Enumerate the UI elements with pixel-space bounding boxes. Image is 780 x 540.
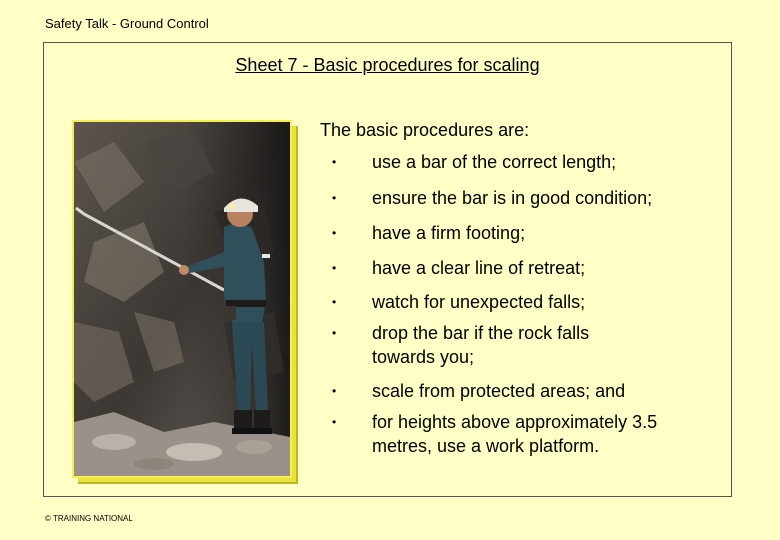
- list-item: [332, 290, 722, 314]
- bullet-icon: •: [332, 295, 337, 309]
- procedure-text: drop the bar if the rock falls: [372, 323, 590, 343]
- procedure-text: have a clear line of retreat;: [372, 258, 586, 278]
- procedure-text: use a bar of the correct length;: [372, 152, 617, 172]
- procedure-text-continued: metres, use a work platform.: [372, 436, 600, 456]
- procedure-text-continued: towards you;: [372, 347, 475, 367]
- copyright-notice: © TRAINING NATIONAL: [45, 514, 133, 523]
- sheet-title: Sheet 7 - Basic procedures for scaling: [235, 55, 540, 75]
- bullet-icon: •: [332, 261, 337, 275]
- list-item: [332, 186, 722, 210]
- procedure-text: ensure the bar is in good condition;: [372, 188, 653, 208]
- bullet-icon: •: [332, 384, 337, 398]
- procedure-text: watch for unexpected falls;: [372, 292, 586, 312]
- header-title: Safety Talk - Ground Control: [45, 16, 209, 31]
- list-item: [332, 221, 722, 245]
- bullet-icon: •: [332, 415, 337, 429]
- list-item: [332, 379, 722, 403]
- bullet-icon: •: [332, 155, 337, 169]
- list-item: [332, 150, 722, 174]
- bullet-icon: •: [332, 226, 337, 240]
- bullet-icon: •: [332, 326, 337, 340]
- miner-scaling-photo: [72, 120, 292, 478]
- list-item: [332, 321, 722, 369]
- photo-container: [72, 120, 294, 480]
- miner-illustration: [74, 122, 290, 476]
- procedures-intro: The basic procedures are:: [320, 120, 530, 140]
- bullet-icon: •: [332, 191, 337, 205]
- content-frame: [43, 42, 732, 497]
- list-item: [332, 410, 722, 458]
- procedure-text: for heights above approximately 3.5: [372, 412, 658, 432]
- procedure-text: have a firm footing;: [372, 223, 526, 243]
- procedure-text: scale from protected areas; and: [372, 381, 626, 401]
- list-item: [332, 256, 722, 280]
